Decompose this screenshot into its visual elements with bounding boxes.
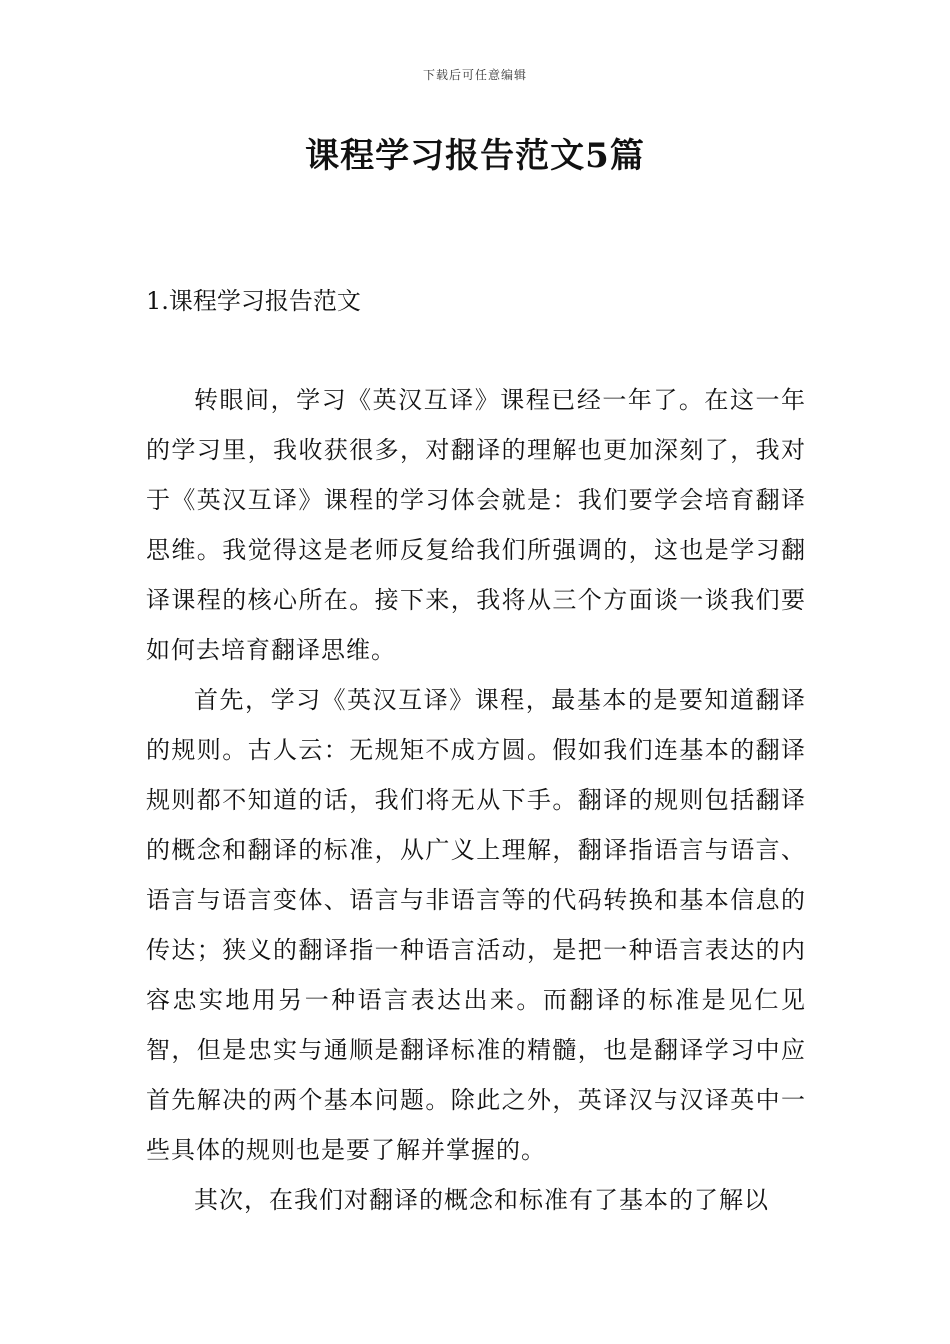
body-text (146, 375, 806, 1225)
paragraph-2: 首先，学习《英汉互译》课程，最基本的是要知道翻译的规则。古人云：无规矩不成方圆。假如我们连基本的翻译规则都不知道的话，我们将无从下手。翻译的规则包括翻译的概念和翻译的标准，从广义上理解，翻译指语言与语言、语言与语言变体、语言与非语言等的代码转换和基本信息的传达；狭义的翻译指一种语言活动，是把一种语言表达的内容忠实地用另一种语言表达出来。而翻译的标准是见仁见智，但是忠实与通顺是翻译标准的精髓，也是翻译学习中应首先解决的两个基本问题。除此之外，英译汉与汉译英中一些具体的规则也是要了解并掌握的。 (146, 686, 806, 1164)
document-title: 课程学习报告范文5篇 (305, 136, 645, 176)
section-heading: 1.课程学习报告范文 (146, 287, 361, 315)
header-note: 下载后可任意编辑 (422, 68, 527, 82)
paragraph-1: 转眼间，学习《英汉互译》课程已经一年了。在这一年的学习里，我收获很多，对翻译的理解也更加深刻了，我对于《英汉互译》课程的学习体会就是：我们要学会培育翻译思维。我觉得这是老师反复给我们所强调的，这也是学习翻译课程的核心所在。接下来，我将从三个方面谈一谈我们要如何去培育翻译思维。 (146, 386, 806, 664)
paragraph-3: 其次，在我们对翻译的概念和标准有了基本的了解以 (194, 1186, 769, 1214)
